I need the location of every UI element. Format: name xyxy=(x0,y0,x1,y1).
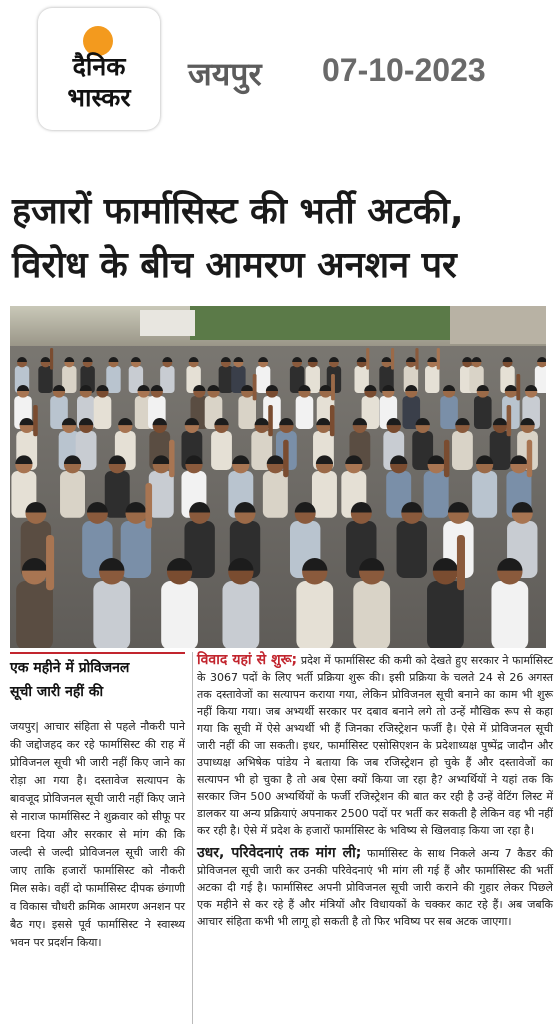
protest-crowd-illustration xyxy=(10,306,546,648)
crowd-raised-arm xyxy=(527,440,532,477)
crowd-raised-arm xyxy=(331,374,335,400)
sidebar-title xyxy=(10,652,185,704)
crowd-raised-arm xyxy=(444,440,449,477)
section2-body: फार्मासिस्ट के साथ निकले अन्य 7 कैडर की प्रोविजनल सूची जारी कर उनकी परिवेदनाएं भी मांग ली गई हैं और फार्मासिस्ट की भर्ती अटका दी गई है। फार्मासिस्ट अपनी प्रोविजनल सूची जारी कराने की गुहार लेकर पिछले एक महीने से कर रहे हैं और मंत्रियों और विधायकों के चक्कर काट रहे हैं। अब जबकि आचार संहिता कभी भी लागू हो सकती है तो फिर भविष्य पर सब अटक जाएगा। xyxy=(197,847,554,928)
section1-body: प्रदेश में फार्मासिस्ट की कमी को देखते हुए सरकार ने फार्मासिस्ट के 3067 पदों के लिए भर्ती प्रक्रिया शुरू की। इसी प्रक्रिया के चलते 24 से 26 अगस्त तक दस्तावेजों का सत्यापन कराया गया, लेकिन प्रोविजनल सूची बनाने का काम भी शुरू नहीं किया गया। जब अभ्यर्थी सरकार पर दबाव बनाने लगे तो उन्हें मौखिक रूप से कहा गया कि सूची में ऐसे अभ्यर्थी भी हैं जिनका रजिस्ट्रेशन फर्जी है। ऐसे में प्रोविजनल सूची जारी नहीं की जा सकती। इधर, फार्मासिस्ट एसोसिएशन के प्रदेशाध्यक्ष पुष्पेंद्र जादौन और उपाध्यक्ष अभिषेक पांडेय ने बताया कि जब रजिस्ट्रेशन हो चुके हैं और दस्तावेजों का सत्यापन भी हो चुका है तो अब ऐसा क्यों किया जा रहा है? अभ्यर्थियों ने यहां तक कि सरकार जिन 500 अभ्यर्थियों के फर्जी रजिस्ट्रेशन की बात कर रही है उन्हें वेटिंग लिस्ट में डालकर या अन्य प्रक्रियाएं अपनाकर 2500 पदों पर भर्ती कर सकती है लेकिन वह भी नहीं कर रही है। ऐसे में प्रदेश के हजारों फार्मासिस्ट के भविष्य से खिलवाड़ किया जा रहा है। xyxy=(197,654,553,837)
crowd-person-body xyxy=(94,396,112,429)
crowd-person-body xyxy=(38,366,52,393)
crowd-person-body xyxy=(296,581,333,648)
crowd-raised-arm xyxy=(457,535,465,590)
edition-date: 07-10-2023 xyxy=(322,52,486,88)
crowd-person-body xyxy=(211,431,232,470)
crowd-person-body xyxy=(472,471,497,518)
crowd-person-body xyxy=(424,471,449,518)
crowd-raised-arm xyxy=(33,405,38,436)
crowd-person-body xyxy=(491,581,528,648)
crowd-person-body xyxy=(222,581,259,648)
crowd-person-body xyxy=(452,431,473,470)
edition-city: जयपुर xyxy=(188,55,262,93)
sidebar-title-line2: सूची जारी नहीं की xyxy=(10,684,104,700)
crowd-raised-arm xyxy=(366,348,369,370)
logo-line1: दैनिक xyxy=(72,52,126,81)
crowd-person-body xyxy=(474,396,492,429)
crowd-raised-arm xyxy=(283,440,288,477)
crowd-raised-arm xyxy=(415,348,418,370)
crowd-person-body xyxy=(397,521,427,578)
crowd-raised-arm xyxy=(330,405,335,436)
crowd-raised-arm xyxy=(169,440,174,477)
crowd-person-body xyxy=(219,366,233,393)
crowd-raised-arm xyxy=(46,535,54,590)
sidebar-story xyxy=(10,652,185,1012)
crowd-person-body xyxy=(16,581,53,648)
crowd-person-body xyxy=(353,581,390,648)
sidebar-body: जयपुर| आचार संहिता से पहले नौकरी पाने की जद्दोजहद कर रहे फार्मासिस्ट की राह में प्रोविजनल सूची भी जारी नहीं किए जाने का रोड़ा आ गया है। दस्तावेज सत्यापन के बावजूद प्रोविजनल सूची जारी नहीं किए जाने से नाराज फार्मासिस्ट ने शुक्रवार को सीफू पर धरना दिया और सरकार से मांग की कि जल्दी से जल्दी प्रोविजनल सूची जारी की जाए ताकि हजारों फार्मासिस्ट को नौकरी मिल सके। वहीं दो फार्मासिस्ट दीपक छंगाणी व विकास चौधरी क्रमिक आमरण अनशन पर बैठ गए। इससे पूर्व फार्मासिस्ट ने स्वास्थ्य भवन पर प्रदर्शन किया। xyxy=(10,720,185,949)
protest-photo xyxy=(10,306,546,648)
section2-lead: उधर, परिवेदनाएं तक मांग ली; xyxy=(197,845,362,861)
crowd-person-body xyxy=(427,581,464,648)
article-headline xyxy=(12,185,552,293)
crowd-person-body xyxy=(60,471,85,518)
crowd-person-body xyxy=(93,581,130,648)
section2-paragraph xyxy=(197,845,553,930)
crowd-person-body xyxy=(296,396,314,429)
crowd-raised-arm xyxy=(145,483,152,529)
crowd-person-body xyxy=(149,471,174,518)
newspaper-logo xyxy=(38,8,160,130)
crowd-raised-arm xyxy=(391,348,394,370)
crowd-person-body xyxy=(161,581,198,648)
masthead xyxy=(0,0,560,150)
crowd-person-body xyxy=(312,471,337,518)
crowd-raised-arm xyxy=(253,374,257,400)
headline-line2: विरोध के बीच आमरण अनशन पर xyxy=(12,245,457,286)
section1-lead: विवाद यहां से शुरू; xyxy=(197,652,298,668)
logo-line2: भास्कर xyxy=(67,83,131,112)
crowd-raised-arm xyxy=(268,405,273,436)
crowd-raised-arm xyxy=(516,374,520,400)
main-story xyxy=(192,652,553,1024)
crowd-raised-arm xyxy=(507,405,512,436)
crowd-person-body xyxy=(440,396,458,429)
crowd-person-body xyxy=(106,366,120,393)
crowd-person-body xyxy=(425,366,439,393)
section1-paragraph xyxy=(197,652,553,839)
headline-line1: हजारों फार्मासिस्ट की भर्ती अटकी, xyxy=(12,191,464,232)
sidebar-title-line1: एक महीने में प्रोविजनल xyxy=(10,660,130,676)
crowd-person-body xyxy=(121,521,151,578)
crowd-raised-arm xyxy=(437,348,440,370)
crowd-person-body xyxy=(238,396,256,429)
crowd-person-body xyxy=(263,471,288,518)
crowd-raised-arm xyxy=(50,348,53,370)
